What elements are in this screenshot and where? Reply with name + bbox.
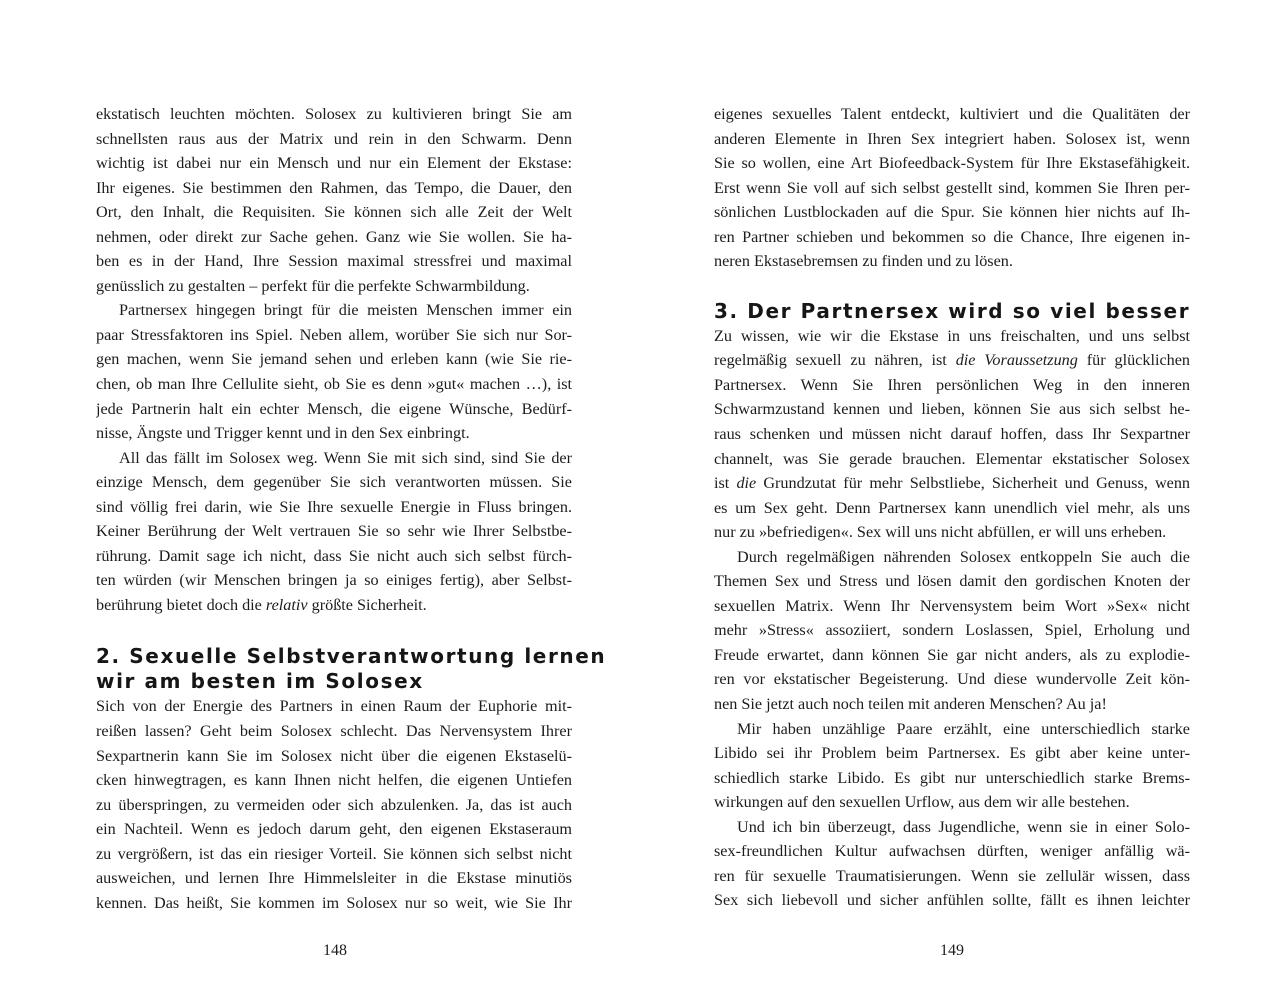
text-line (714, 471, 1190, 496)
text-line: ausweichen, und lernen Ihre Himmelsleiter in die Ekstase minutiös (96, 869, 572, 888)
text-fragment: ist (714, 474, 737, 493)
paragraph (714, 815, 1190, 913)
text-line: es um Sex geht. Denn Partnersex kann unendlich viel mehr, als uns (714, 498, 1190, 517)
text-line: jede Partnerin halt ein echter Mensch, die eigene Wünsche, Bedürf- (96, 399, 572, 418)
heading-line: 3. Der Partnersex wird so viel besser (714, 298, 1191, 323)
text-line: ekstatisch leuchten möchten. Solosex zu kultivieren bringt Sie am (96, 105, 572, 123)
text-line: schiedlich starke Libido. Es gibt nur unterschiedlich starke Brems- (714, 768, 1190, 787)
section-heading (714, 299, 1190, 324)
text-fragment: größte Sicherheit. (307, 595, 427, 614)
text-line: ben es in der Hand, Ihre Session maximal stressfrei und maximal (96, 252, 572, 271)
paragraph (714, 102, 1190, 274)
right-page (714, 102, 1190, 913)
text-line: Keiner Berührung der Welt vertrauen Sie so sehr wie Ihrer Selbstbe- (96, 522, 572, 541)
section-heading (96, 644, 607, 694)
text-line: Mir haben unzählige Paare erzählt, eine unterschiedlich starke (737, 719, 1190, 738)
text-line: Sex sich liebevoll und sicher anfühlen sollte, fällt es ihnen leichter (714, 891, 1190, 910)
text-line: sönlichen Lustblockaden auf die Spur. Sie können hier nichts auf Ih- (714, 203, 1190, 222)
text-line: sexuellen Matrix. Wenn Ihr Nervensystem beim Wort »Sex« nicht (714, 596, 1190, 615)
text-line: ten würden (wir Menschen bringen ja so einiges fertig), aber Selbst- (96, 571, 572, 590)
text-line: Und ich bin überzeugt, dass Jugendliche, wenn sie in einer Solo- (737, 817, 1190, 836)
paragraph (714, 717, 1190, 815)
paragraph (96, 694, 572, 915)
text-line: Sich von der Energie des Partners in einen Raum der Euphorie mit- (96, 697, 572, 716)
page-number: 148 (323, 942, 347, 959)
text-line: einzige Mensch, dem gegenüber Sie sich verantworten müssen. Sie (96, 473, 572, 492)
text-line: Ort, den Inhalt, die Requisiten. Sie können sich alle Zeit der Welt (96, 203, 572, 222)
text-line: Schwarmzustand kennen und lieben, können Sie aus sich selbst he- (714, 400, 1190, 419)
paragraph (714, 545, 1190, 717)
text-line: gen machen, wenn Sie jemand sehen und erleben kann (wie Sie rie- (96, 350, 572, 369)
text-line: genüsslich zu gestalten – perfekt für die perfekte Schwarmbildung. (96, 276, 530, 295)
text-line: Erst wenn Sie voll auf sich selbst gestellt sind, kommen Sie Ihren per- (714, 178, 1190, 197)
text-line: chen, ob man Ihre Cellulite sieht, ob Sie es denn »gut« machen …), ist (96, 375, 572, 394)
emphasis: die Voraussetzung (955, 351, 1078, 370)
heading-line: wir am besten im Solosex (96, 669, 424, 694)
paragraph (96, 446, 572, 618)
text-line (96, 593, 572, 618)
text-line: Libido sei ihr Problem beim Partnersex. Es gibt aber keine unter- (714, 744, 1190, 763)
text-line: Sexpartnerin kann Sie im Solosex nicht über die eigenen Ekstaselü- (96, 746, 572, 765)
text-line: schnellsten raus aus der Matrix und rein in den Schwarm. Denn (96, 129, 572, 148)
text-line: Sie so wollen, eine Art Biofeedback-System für Ihre Ekstasefähigkeit. (714, 154, 1190, 173)
text-fragment: Grundzutat für mehr Selbstliebe, Sicherheit und Genuss, wenn (756, 474, 1190, 493)
text-line: ein Nachteil. Wenn es jedoch darum geht, den eigenen Ekstaseraum (96, 820, 572, 839)
text-line: Themen Sex und Stress und lösen damit den gordischen Knoten der (714, 572, 1190, 591)
text-fragment: regelmäßig sexuell zu nähren, ist (714, 351, 956, 370)
text-line: All das fällt im Solosex weg. Wenn Sie mit sich sind, sind Sie der (119, 448, 572, 467)
text-line: Freude erwartet, dann können Sie gar nicht anders, als zu explodie- (714, 645, 1190, 664)
text-line: ren für sexuelle Traumatisierungen. Wenn sie zellulär wissen, dass (714, 866, 1190, 885)
text-line: wichtig ist dabei nur ein Mensch und nur ein Element der Ekstase: (96, 154, 572, 173)
emphasis: die (736, 474, 757, 493)
paragraph (96, 298, 572, 445)
text-line: sind völlig frei darin, wie Sie Ihre sexuelle Energie in Fluss bringen. (96, 497, 572, 516)
text-fragment: für glücklichen (1077, 351, 1190, 370)
text-line: kennen. Das heißt, Sie kommen im Solosex nur so weit, wie Sie Ihr (96, 893, 572, 912)
page-number: 149 (940, 942, 964, 959)
text-line: nen Sie jetzt auch noch teilen mit anderen Menschen? Au ja! (714, 695, 1107, 714)
text-line: anderen Elemente in Ihren Sex integriert haben. Solosex ist, wenn (714, 129, 1190, 148)
text-line: raus schenken und müssen nicht darauf hoffen, dass Ihr Sexpartner (714, 425, 1190, 444)
text-line: Partnersex hingegen bringt für die meisten Menschen immer ein (119, 301, 572, 320)
text-line: nehmen, oder direkt zur Sache gehen. Ganz wie Sie wollen. Sie ha- (96, 227, 572, 246)
text-line: Zu wissen, wie wir die Ekstase in uns freischalten, und uns selbst (714, 326, 1190, 345)
left-page (96, 102, 607, 915)
text-line: ren vor ekstatischer Begeisterung. Und diese wundervolle Zeit kön- (714, 670, 1190, 689)
text-line: Partnersex. Wenn Sie Ihren persönlichen Weg in den inneren (714, 375, 1190, 394)
text-line: Durch regelmäßigen nährenden Solosex entkoppeln Sie auch die (737, 547, 1190, 566)
text-line: ren Partner schieben und bekommen so die Chance, Ihre eigenen in- (714, 227, 1190, 246)
emphasis: relativ (265, 595, 308, 614)
paragraph (714, 324, 1190, 545)
text-line: zu vergrößern, ist das ein riesiger Vorteil. Sie können sich selbst nicht (96, 844, 572, 863)
text-line: nur zu »befriedigen«. Sex will uns nicht abfüllen, er will uns erheben. (714, 523, 1167, 542)
text-line: sex-freundlichen Kultur aufwachsen dürften, weniger anfällig wä- (714, 842, 1190, 861)
text-line: paar Stressfaktoren ins Spiel. Neben allem, worüber Sie sich nur Sor- (96, 325, 572, 344)
text-fragment: berührung bietet doch die (96, 595, 266, 614)
text-line: neren Ekstasebremsen zu finden und zu lösen. (714, 252, 1013, 271)
text-line: Ihr eigenes. Sie bestimmen den Rahmen, das Tempo, die Dauer, den (96, 178, 572, 197)
text-line: reißen lassen? Geht beim Solosex schlecht. Das Nervensystem Ihrer (96, 722, 572, 741)
text-line: rührung. Damit sage ich nicht, dass Sie nicht auch sich selbst fürch- (96, 546, 572, 565)
text-line: cken hinwegtragen, es kann Ihnen nicht helfen, die eigenen Untiefen (96, 771, 572, 790)
heading-line: 2. Sexuelle Selbstverantwortung lernen (96, 644, 607, 669)
text-line: wirkungen auf den sexuellen Urflow, aus dem wir alle bestehen. (714, 793, 1130, 812)
text-line: mehr »Stress« assoziiert, sondern Loslassen, Spiel, Erholung und (714, 621, 1190, 640)
text-line: channelt, was Sie gerade brauchen. Elementar ekstatischer Solosex (714, 449, 1190, 468)
paragraph (96, 102, 572, 298)
text-line: zu überspringen, zu vermeiden oder sich abzulenken. Ja, das ist auch (96, 795, 572, 814)
text-line (714, 348, 1190, 373)
text-line: eigenes sexuelles Talent entdeckt, kultiviert und die Qualitäten der (714, 105, 1190, 123)
text-line: nisse, Ängste und Trigger kennt und in den Sex einbringt. (96, 424, 470, 443)
